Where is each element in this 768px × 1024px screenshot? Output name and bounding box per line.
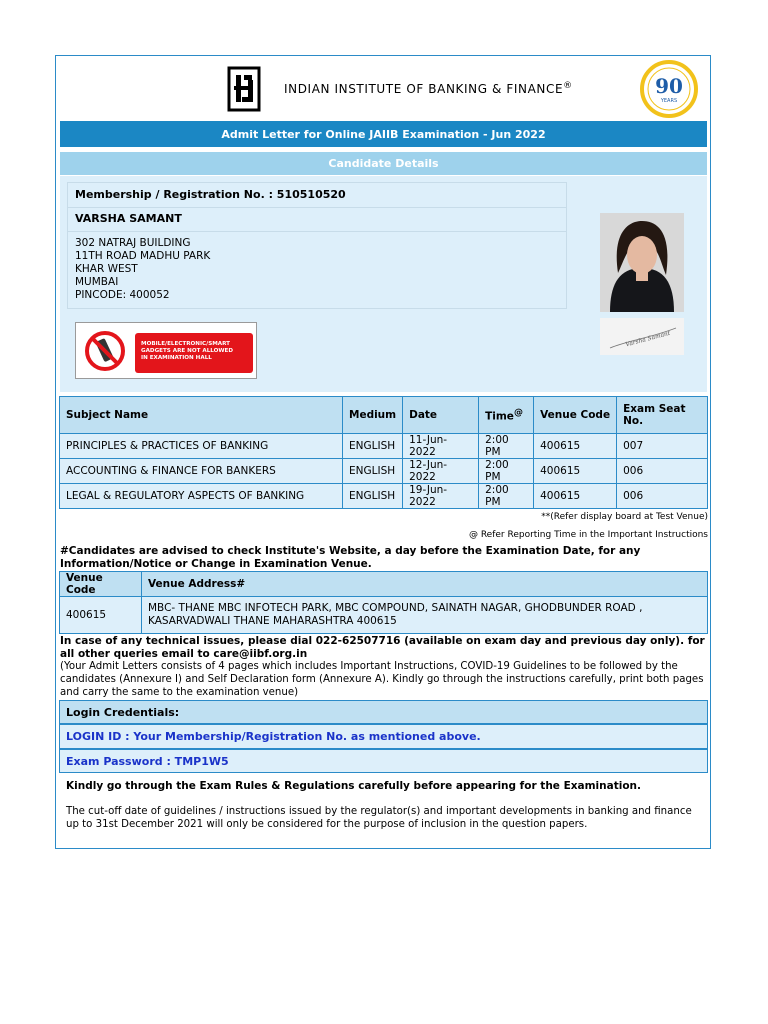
svg-text:Varsha Samant: Varsha Samant [624, 329, 672, 349]
date-cell: 11-Jun-2022 [403, 434, 479, 459]
candidate-name: VARSHA SAMANT [75, 212, 182, 225]
venue-code-cell: 400615 [534, 484, 617, 509]
website-advice: #Candidates are advised to check Institute's Website, a day before the Examination Date, for any Information/Notice or Change in Examination Venue. [60, 545, 641, 570]
badge-number: 90 [655, 74, 683, 98]
address-line: MUMBAI [75, 276, 119, 288]
medium-cell: ENGLISH [343, 434, 403, 459]
candidate-signature [600, 318, 684, 355]
candidate-photo [600, 213, 684, 312]
subject-name-cell: PRINCIPLES & PRACTICES OF BANKING [60, 434, 343, 459]
seat-cell: 006 [617, 459, 708, 484]
no-phone-icon [84, 330, 126, 372]
subject-name-cell: ACCOUNTING & FINANCE FOR BANKERS [60, 459, 343, 484]
membership-number: Membership / Registration No. : 510510520 [75, 188, 346, 201]
table-row [60, 434, 708, 459]
col-venue-code: Venue Code [534, 397, 617, 434]
subject-schedule-table [59, 396, 708, 509]
admit-pages-note: (Your Admit Letters consists of 4 pages which includes Important Instructions, COVID-19 Guidelines to be followed by the candidates (Annexure I) and Self Declaration form (Annexure A). Kindly go through the instructions carefully, print both pages and carry the same to the examination venue) [60, 661, 704, 698]
rules-note: Kindly go through the Exam Rules & Regulations carefully before appearing for the Examination. [66, 780, 641, 792]
col-date: Date [403, 397, 479, 434]
venue-address-line: KASARVADWALI THANE MAHARASHTRA 400615 [148, 615, 397, 627]
cutoff-note: The cut-off date of guidelines / instructions issued by the regulator(s) and important developments in banking and finance up to 31st December 2021 will only be considered for the purpose of inclusion in the question papers. [66, 806, 692, 830]
address-line: PINCODE: 400052 [75, 289, 170, 301]
date-cell: 19-Jun-2022 [403, 484, 479, 509]
table-row [60, 597, 708, 634]
table-header-row [60, 397, 708, 434]
col-venue-code: Venue Code [60, 572, 142, 597]
col-venue-address: Venue Address# [142, 572, 708, 597]
venue-address-cell [142, 597, 708, 634]
col-exam-seat: Exam Seat No. [617, 397, 708, 434]
medium-cell: ENGLISH [343, 484, 403, 509]
admit-letter-title: Admit Letter for Online JAIIB Examination - Jun 2022 [60, 121, 707, 147]
subject-name-cell: LEGAL & REGULATORY ASPECTS OF BANKING [60, 484, 343, 509]
address-line: 302 NATRAJ BUILDING [75, 237, 191, 249]
table-row [60, 459, 708, 484]
date-cell: 12-Jun-2022 [403, 459, 479, 484]
address-line: 11TH ROAD MADHU PARK [75, 250, 211, 262]
candidate-address [75, 237, 210, 302]
badge-text: YEARS [660, 98, 678, 104]
login-id-info: LOGIN ID : Your Membership/Registration No. as mentioned above. [59, 724, 708, 749]
seat-cell: 007 [617, 434, 708, 459]
address-line: KHAR WEST [75, 263, 138, 275]
exam-password: Exam Password : TMP1W5 [59, 749, 708, 773]
display-board-note: **(Refer display board at Test Venue) [541, 512, 708, 522]
institute-name: INDIAN INSTITUTE OF BANKING & FINANCE® [284, 81, 573, 96]
time-cell: 2:00 PM [479, 459, 534, 484]
medium-cell: ENGLISH [343, 459, 403, 484]
venue-code-cell: 400615 [60, 597, 142, 634]
col-time: Time@ [479, 397, 534, 434]
reporting-time-note: @ Refer Reporting Time in the Important Instructions [468, 530, 708, 540]
col-medium: Medium [343, 397, 403, 434]
time-cell: 2:00 PM [479, 434, 534, 459]
table-row [60, 484, 708, 509]
seat-cell: 006 [617, 484, 708, 509]
no-gadgets-label: MOBILE/ELECTRONIC/SMART GADGETS ARE NOT ALLOWED IN EXAMINATION HALL [135, 333, 253, 373]
venue-code-cell: 400615 [534, 459, 617, 484]
venue-table [59, 571, 708, 634]
time-cell: 2:00 PM [479, 484, 534, 509]
col-subject-name: Subject Name [60, 397, 343, 434]
candidate-details-heading: Candidate Details [60, 152, 707, 175]
venue-address-line: MBC- THANE MBC INFOTECH PARK, MBC COMPOUND, SAINATH NAGAR, GHODBUNDER ROAD , [148, 602, 643, 614]
venue-code-cell: 400615 [534, 434, 617, 459]
venue-header-row [60, 572, 708, 597]
iibf-logo [227, 66, 261, 112]
login-credentials-heading: Login Credentials: [59, 700, 708, 724]
ninety-years-badge [640, 60, 698, 118]
support-contact: In case of any technical issues, please dial 022-62507716 (available on exam day and previous day only). for all other queries email to care@iibf.org.in [60, 635, 705, 660]
